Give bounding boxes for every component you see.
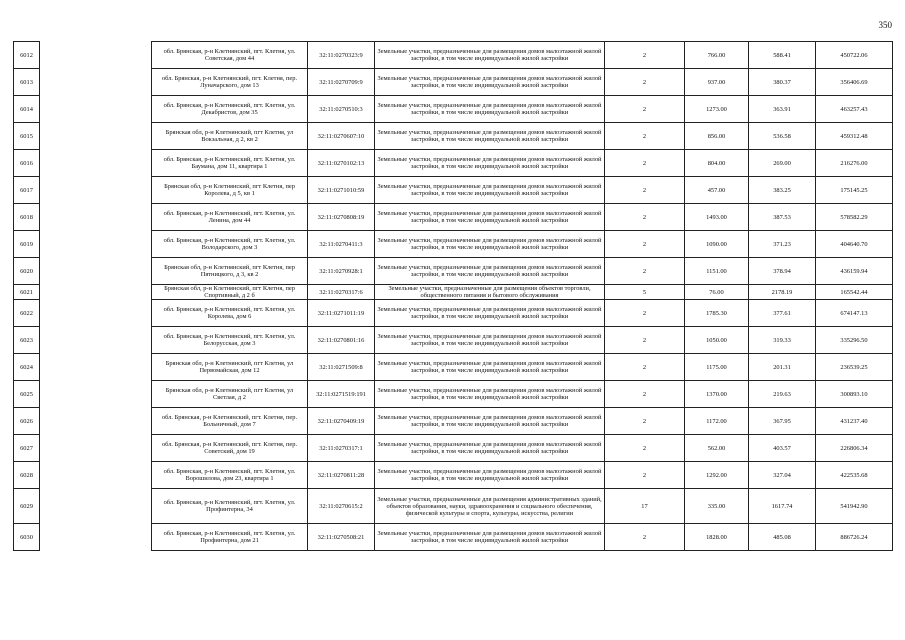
land-use-cell: Земельные участки, предназначенные для размещения домов малоэтажной жилой застройки, в том числе индивидуальной жилой застройки	[375, 42, 605, 69]
table-row	[14, 231, 893, 258]
address-cell: Брянская обл, р-н Клетнянский, пгт Клетня, ул Первомайская, дом 12	[152, 354, 308, 381]
use-class-cell: 2	[605, 300, 685, 327]
use-class-cell: 2	[605, 435, 685, 462]
blank-gap-cell	[40, 231, 152, 258]
row-number-cell: 6019	[14, 231, 40, 258]
cadastral-value-cell: 463257.43	[816, 96, 893, 123]
use-class-cell: 2	[605, 258, 685, 285]
row-number-cell: 6024	[14, 354, 40, 381]
blank-gap-cell	[40, 123, 152, 150]
table-row	[14, 42, 893, 69]
land-use-cell: Земельные участки, предназначенные для размещения административных зданий, объектов образования, науки, здравоохранения и социального обеспечения, физической культуры и спорта, культуры, искусства, религии	[375, 489, 605, 524]
land-use-cell: Земельные участки, предназначенные для размещения домов малоэтажной жилой застройки, в том числе индивидуальной жилой застройки	[375, 408, 605, 435]
area-cell: 1172.00	[685, 408, 749, 435]
use-class-cell: 2	[605, 69, 685, 96]
cadastral-number-cell: 32:11:0270102:13	[308, 150, 375, 177]
cadastral-number-cell: 32:11:0270808:19	[308, 204, 375, 231]
area-cell: 562.00	[685, 435, 749, 462]
specific-value-cell: 536.58	[749, 123, 816, 150]
cadastral-value-cell: 226806.34	[816, 435, 893, 462]
cadastral-number-cell: 32:11:0271011:19	[308, 300, 375, 327]
cadastral-value-cell: 335296.50	[816, 327, 893, 354]
blank-gap-cell	[40, 435, 152, 462]
address-cell: обл. Брянская, р-н Клетнянский, пгт. Клетня, ул. Баумана, дом 11, квартира 1	[152, 150, 308, 177]
table-row	[14, 354, 893, 381]
area-cell: 1151.00	[685, 258, 749, 285]
land-use-cell: Земельные участки, предназначенные для размещения домов малоэтажной жилой застройки, в том числе индивидуальной жилой застройки	[375, 300, 605, 327]
use-class-cell: 2	[605, 123, 685, 150]
use-class-cell: 2	[605, 524, 685, 551]
land-use-cell: Земельные участки, предназначенные для размещения домов малоэтажной жилой застройки, в том числе индивидуальной жилой застройки	[375, 177, 605, 204]
blank-gap-cell	[40, 69, 152, 96]
address-cell: обл. Брянская, р-н Клетнянский, пгт. Клетня, ул. Ленина, дом 44	[152, 204, 308, 231]
cadastral-value-cell: 165542.44	[816, 285, 893, 300]
address-cell: Брянская обл, р-н Клетнянский, пгт Клетня, пер Спортивный, д 2 б	[152, 285, 308, 300]
table-row	[14, 204, 893, 231]
cadastral-value-cell: 436159.94	[816, 258, 893, 285]
specific-value-cell: 588.41	[749, 42, 816, 69]
area-cell: 937.00	[685, 69, 749, 96]
table-row	[14, 150, 893, 177]
cadastral-value-cell: 674147.13	[816, 300, 893, 327]
cadastral-value-cell: 459312.48	[816, 123, 893, 150]
blank-gap-cell	[40, 408, 152, 435]
cadastral-number-cell: 32:11:0271010:59	[308, 177, 375, 204]
blank-gap-cell	[40, 150, 152, 177]
row-number-cell: 6018	[14, 204, 40, 231]
blank-gap-cell	[40, 381, 152, 408]
blank-gap-cell	[40, 354, 152, 381]
use-class-cell: 2	[605, 177, 685, 204]
use-class-cell: 2	[605, 327, 685, 354]
address-cell: обл. Брянская, р-н Клетнянский, пгт. Клетня, пер. Советский, дом 19	[152, 435, 308, 462]
row-number-cell: 6017	[14, 177, 40, 204]
table-row	[14, 489, 893, 524]
cadastral-number-cell: 32:11:0270928:1	[308, 258, 375, 285]
address-cell: Брянская обл, р-н Клетнянский, пгт Клетня, пер Королева, д 5, кв 1	[152, 177, 308, 204]
specific-value-cell: 485.08	[749, 524, 816, 551]
table-row	[14, 96, 893, 123]
area-cell: 1050.00	[685, 327, 749, 354]
table-row	[14, 462, 893, 489]
area-cell: 766.00	[685, 42, 749, 69]
land-use-cell: Земельные участки, предназначенные для размещения объектов торговли, общественного питания и бытового обслуживания	[375, 285, 605, 300]
land-use-cell: Земельные участки, предназначенные для размещения домов малоэтажной жилой застройки, в том числе индивидуальной жилой застройки	[375, 435, 605, 462]
specific-value-cell: 201.31	[749, 354, 816, 381]
cadastral-number-cell: 32:11:0270607:10	[308, 123, 375, 150]
use-class-cell: 2	[605, 96, 685, 123]
area-cell: 856.00	[685, 123, 749, 150]
cadastral-number-cell: 32:11:0270811:28	[308, 462, 375, 489]
specific-value-cell: 403.57	[749, 435, 816, 462]
table-row	[14, 285, 893, 300]
land-use-cell: Земельные участки, предназначенные для размещения домов малоэтажной жилой застройки, в том числе индивидуальной жилой застройки	[375, 96, 605, 123]
row-number-cell: 6020	[14, 258, 40, 285]
area-cell: 335.00	[685, 489, 749, 524]
land-use-cell: Земельные участки, предназначенные для размещения домов малоэтажной жилой застройки, в том числе индивидуальной жилой застройки	[375, 69, 605, 96]
blank-gap-cell	[40, 204, 152, 231]
area-cell: 1493.00	[685, 204, 749, 231]
address-cell: обл. Брянская, р-н Клетнянский, пгт. Клетня, ул. Белорусская, дом 3	[152, 327, 308, 354]
cadastral-number-cell: 32:11:0270510:3	[308, 96, 375, 123]
cadastral-value-cell: 450722.06	[816, 42, 893, 69]
row-number-cell: 6015	[14, 123, 40, 150]
address-cell: обл. Брянская, р-н Клетнянский, пгт. Клетня, ул. Королева, дом 6	[152, 300, 308, 327]
cadastral-value-cell: 175145.25	[816, 177, 893, 204]
cadastral-number-cell: 32:11:0270801:16	[308, 327, 375, 354]
area-cell: 1090.00	[685, 231, 749, 258]
address-cell: обл. Брянская, р-н Клетнянский, пгт. Клетня, ул. Советская, дом 44	[152, 42, 308, 69]
registry-rows	[14, 42, 893, 551]
specific-value-cell: 363.91	[749, 96, 816, 123]
use-class-cell: 2	[605, 150, 685, 177]
specific-value-cell: 2178.19	[749, 285, 816, 300]
use-class-cell: 2	[605, 381, 685, 408]
use-class-cell: 17	[605, 489, 685, 524]
land-use-cell: Земельные участки, предназначенные для размещения домов малоэтажной жилой застройки, в том числе индивидуальной жилой застройки	[375, 462, 605, 489]
row-number-cell: 6026	[14, 408, 40, 435]
specific-value-cell: 380.37	[749, 69, 816, 96]
table-row	[14, 327, 893, 354]
cadastral-value-cell: 404640.70	[816, 231, 893, 258]
specific-value-cell: 378.94	[749, 258, 816, 285]
blank-gap-cell	[40, 42, 152, 69]
use-class-cell: 2	[605, 408, 685, 435]
area-cell: 1370.00	[685, 381, 749, 408]
cadastral-number-cell: 32:11:0270317:1	[308, 435, 375, 462]
cadastral-number-cell: 32:11:0270409:19	[308, 408, 375, 435]
area-cell: 804.00	[685, 150, 749, 177]
cadastral-number-cell: 32:11:0271519:191	[308, 381, 375, 408]
table-row	[14, 381, 893, 408]
area-cell: 1828.00	[685, 524, 749, 551]
area-cell: 1292.00	[685, 462, 749, 489]
area-cell: 76.00	[685, 285, 749, 300]
address-cell: Брянская обл, р-н Клетнянский, пгт Клетня, пер Пятницкого, д 3, кв 2	[152, 258, 308, 285]
cadastral-value-cell: 578582.29	[816, 204, 893, 231]
row-number-cell: 6029	[14, 489, 40, 524]
table-row	[14, 69, 893, 96]
use-class-cell: 2	[605, 462, 685, 489]
blank-gap-cell	[40, 300, 152, 327]
row-number-cell: 6013	[14, 69, 40, 96]
land-use-cell: Земельные участки, предназначенные для размещения домов малоэтажной жилой застройки, в том числе индивидуальной жилой застройки	[375, 258, 605, 285]
address-cell: обл. Брянская, р-н Клетнянский, пгт. Клетня, ул. Володарского, дом 3	[152, 231, 308, 258]
blank-gap-cell	[40, 489, 152, 524]
cadastral-value-cell: 300893.10	[816, 381, 893, 408]
use-class-cell: 5	[605, 285, 685, 300]
registry-table	[13, 41, 893, 551]
cadastral-value-cell: 356406.69	[816, 69, 893, 96]
blank-gap-cell	[40, 327, 152, 354]
row-number-cell: 6014	[14, 96, 40, 123]
cadastral-value-cell: 886726.24	[816, 524, 893, 551]
cadastral-value-cell: 431237.40	[816, 408, 893, 435]
area-cell: 1273.00	[685, 96, 749, 123]
address-cell: обл. Брянская, р-н Клетнянский, пгт. Клетня, пер. Луначарского, дом 13	[152, 69, 308, 96]
address-cell: обл. Брянская, р-н Клетнянский, пгт. Клетня, ул. Декабристов, дом 35	[152, 96, 308, 123]
cadastral-number-cell: 32:11:0271509:8	[308, 354, 375, 381]
address-cell: обл. Брянская, р-н Клетнянский, пгт. Клетня, ул. Профинтерна, 34	[152, 489, 308, 524]
use-class-cell: 2	[605, 231, 685, 258]
specific-value-cell: 387.53	[749, 204, 816, 231]
use-class-cell: 2	[605, 42, 685, 69]
table-row	[14, 258, 893, 285]
row-number-cell: 6022	[14, 300, 40, 327]
land-use-cell: Земельные участки, предназначенные для размещения домов малоэтажной жилой застройки, в том числе индивидуальной жилой застройки	[375, 150, 605, 177]
row-number-cell: 6023	[14, 327, 40, 354]
cadastral-number-cell: 32:11:0270317:6	[308, 285, 375, 300]
row-number-cell: 6012	[14, 42, 40, 69]
row-number-cell: 6028	[14, 462, 40, 489]
row-number-cell: 6027	[14, 435, 40, 462]
row-number-cell: 6016	[14, 150, 40, 177]
specific-value-cell: 383.25	[749, 177, 816, 204]
cadastral-number-cell: 32:11:0270615:2	[308, 489, 375, 524]
table-row	[14, 408, 893, 435]
cadastral-value-cell: 236539.25	[816, 354, 893, 381]
specific-value-cell: 1617.74	[749, 489, 816, 524]
table-row	[14, 123, 893, 150]
area-cell: 457.00	[685, 177, 749, 204]
blank-gap-cell	[40, 524, 152, 551]
cadastral-number-cell: 32:11:0270411:3	[308, 231, 375, 258]
cadastral-number-cell: 32:11:0270323:9	[308, 42, 375, 69]
specific-value-cell: 219.63	[749, 381, 816, 408]
table-row	[14, 435, 893, 462]
address-cell: Брянская обл, р-н Клетнянский, пгт Клетня, ул Светлая, д 2	[152, 381, 308, 408]
row-number-cell: 6021	[14, 285, 40, 300]
cadastral-value-cell: 541942.90	[816, 489, 893, 524]
row-number-cell: 6030	[14, 524, 40, 551]
blank-gap-cell	[40, 258, 152, 285]
land-use-cell: Земельные участки, предназначенные для размещения домов малоэтажной жилой застройки, в том числе индивидуальной жилой застройки	[375, 327, 605, 354]
land-use-cell: Земельные участки, предназначенные для размещения домов малоэтажной жилой застройки, в том числе индивидуальной жилой застройки	[375, 123, 605, 150]
blank-gap-cell	[40, 462, 152, 489]
cadastral-number-cell: 32:11:0270709:9	[308, 69, 375, 96]
specific-value-cell: 269.00	[749, 150, 816, 177]
blank-gap-cell	[40, 96, 152, 123]
cadastral-value-cell: 422535.68	[816, 462, 893, 489]
area-cell: 1175.00	[685, 354, 749, 381]
land-use-cell: Земельные участки, предназначенные для размещения домов малоэтажной жилой застройки, в том числе индивидуальной жилой застройки	[375, 354, 605, 381]
specific-value-cell: 367.95	[749, 408, 816, 435]
blank-gap-cell	[40, 285, 152, 300]
specific-value-cell: 371.23	[749, 231, 816, 258]
land-use-cell: Земельные участки, предназначенные для размещения домов малоэтажной жилой застройки, в том числе индивидуальной жилой застройки	[375, 231, 605, 258]
land-use-cell: Земельные участки, предназначенные для размещения домов малоэтажной жилой застройки, в том числе индивидуальной жилой застройки	[375, 204, 605, 231]
row-number-cell: 6025	[14, 381, 40, 408]
table-row	[14, 524, 893, 551]
specific-value-cell: 319.33	[749, 327, 816, 354]
address-cell: обл. Брянская, р-н Клетнянский, пгт. Клетня, ул. Профинтерна, дом 21	[152, 524, 308, 551]
land-use-cell: Земельные участки, предназначенные для размещения домов малоэтажной жилой застройки, в том числе индивидуальной жилой застройки	[375, 381, 605, 408]
cadastral-value-cell: 216276.00	[816, 150, 893, 177]
specific-value-cell: 377.61	[749, 300, 816, 327]
table-row	[14, 300, 893, 327]
cadastral-number-cell: 32:11:0270508:21	[308, 524, 375, 551]
land-use-cell: Земельные участки, предназначенные для размещения домов малоэтажной жилой застройки, в том числе индивидуальной жилой застройки	[375, 524, 605, 551]
blank-gap-cell	[40, 177, 152, 204]
use-class-cell: 2	[605, 354, 685, 381]
specific-value-cell: 327.04	[749, 462, 816, 489]
address-cell: Брянская обл, р-н Клетнянский, пгт Клетня, ул Вокзальная, д 2, кв 2	[152, 123, 308, 150]
area-cell: 1785.30	[685, 300, 749, 327]
address-cell: обл. Брянская, р-н Клетнянский, пгт. Клетня, ул. Ворошилова, дом 23, квартира 1	[152, 462, 308, 489]
table-row	[14, 177, 893, 204]
address-cell: обл. Брянская, р-н Клетнянский, пгт. Клетня, пер. Больничный, дом 7	[152, 408, 308, 435]
page-number: 350	[878, 20, 892, 30]
use-class-cell: 2	[605, 204, 685, 231]
